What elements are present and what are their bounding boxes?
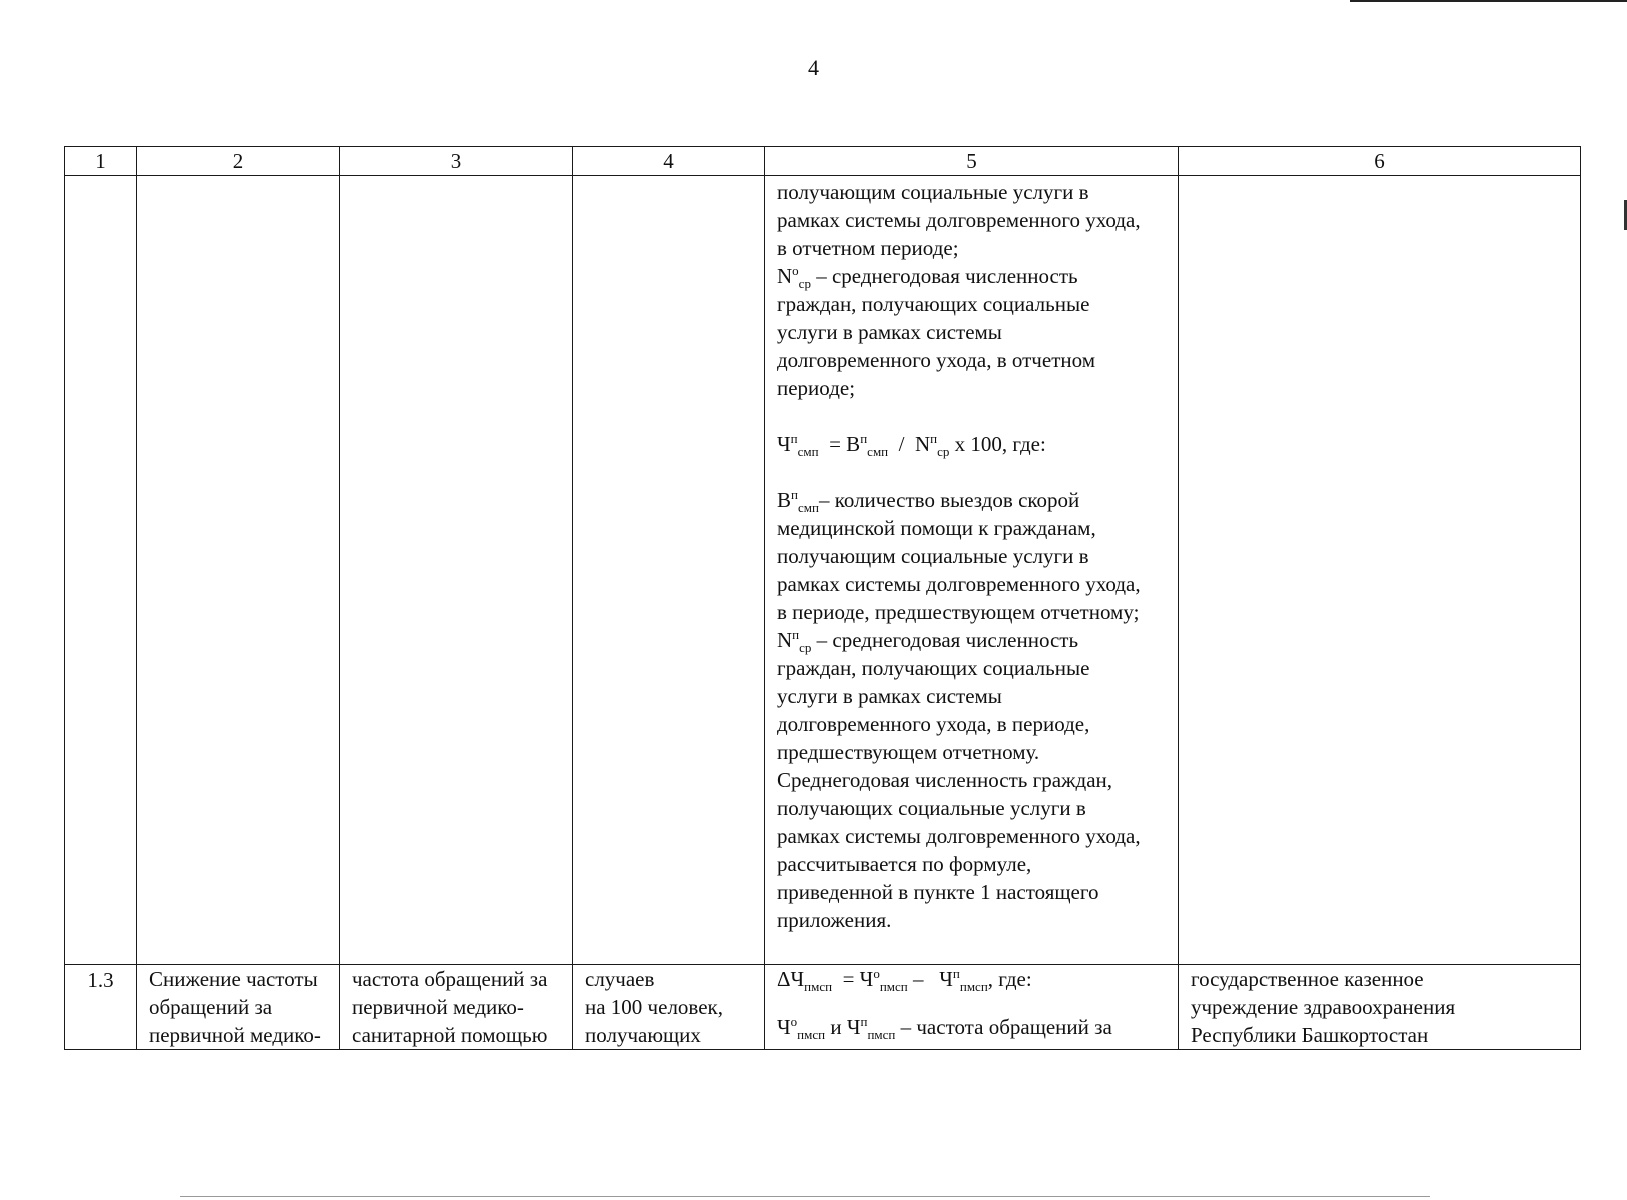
scan-top-edge-line bbox=[1350, 0, 1627, 2]
header-cell-3: 3 bbox=[340, 147, 573, 176]
table-row-1-3 bbox=[65, 965, 1581, 1050]
header-cell-6: 6 bbox=[1179, 147, 1581, 176]
indicators-table-wrapper bbox=[64, 146, 1580, 1050]
symbol-n-p-sr: $N^п_{ср}$ bbox=[777, 627, 812, 656]
row-1-3-unit: случаев на 100 человек, получающих bbox=[573, 965, 765, 1050]
cont-cell-3 bbox=[340, 176, 573, 965]
page-number: 4 bbox=[808, 55, 819, 80]
indicators-table bbox=[64, 146, 1581, 1050]
row-1-3-indicator-description: частота обращений за первичной медико- санитарной помощью bbox=[340, 965, 573, 1050]
table-row-continuation bbox=[65, 176, 1581, 965]
col5-no-definition: $N^o_{ср}$ – среднегодовая численность граждан, получающих социальные услуги в рамках системы долговременного ухода, в отчетном периоде; bbox=[777, 263, 1095, 400]
cont-cell-5 bbox=[765, 176, 1179, 965]
row-1-3-responsible: государственное казенное учреждение здравоохранения Республики Башкортостан bbox=[1179, 965, 1581, 1050]
row-1-3-formula-cell bbox=[765, 965, 1179, 1050]
cont-cell-6 bbox=[1179, 176, 1581, 965]
row-1-3-symbol-definition: $Ч^о_{пмсп}$ и $Ч^п_{пмсп}$ – частота обращений за bbox=[777, 1014, 1112, 1043]
symbol-b-p-smp: $В^п_{смп}$ bbox=[777, 487, 819, 516]
header-cell-4: 4 bbox=[573, 147, 765, 176]
header-cell-5: 5 bbox=[765, 147, 1179, 176]
symbol-n-o-sr: $N^o_{ср}$ bbox=[777, 263, 811, 292]
row-1-3-number: 1.3 bbox=[65, 965, 137, 1050]
cont-cell-4 bbox=[573, 176, 765, 965]
header-cell-2: 2 bbox=[137, 147, 340, 176]
formula-delta-ch-pmsp: $\Delta Ч_{пмсп} = Ч^о_{пмсп} - Ч^п_{пмсп}$, где: bbox=[777, 966, 1032, 995]
cont-cell-1 bbox=[65, 176, 137, 965]
col5-np-definition: $N^п_{ср}$ – среднегодовая численность граждан, получающих социальные услуги в рамках системы долговременного ухода, в периоде, предшествующем отчетному. Среднегодовая численность граждан, получающих социальные услуги в рамках системы долговременного ухода, рассчитывается по формуле, приведенной в пункте 1 настоящего приложения. bbox=[777, 627, 1141, 932]
col5-bp-definition: $В^п_{смп}-$ количество выездов скорой медицинской помощи к гражданам, получающим социальные услуги в рамках системы долговременного ухода, в периоде, предшествующем отчетному; bbox=[777, 487, 1141, 624]
cont-cell-2 bbox=[137, 176, 340, 965]
col5-text-block-1: получающим социальные услуги в рамках системы долговременного ухода, в отчетном периоде; bbox=[777, 180, 1141, 260]
formula-ch-p-smp: $Ч^п_{смп} = В^п_{смп} / N^п_{ср}$ х 100, где: bbox=[777, 431, 1046, 460]
scan-bottom-edge-line bbox=[180, 1196, 1430, 1197]
table-header-row bbox=[65, 147, 1581, 176]
row-1-3-indicator-name: Снижение частоты обращений за первичной медико- bbox=[137, 965, 340, 1050]
header-cell-1: 1 bbox=[65, 147, 137, 176]
